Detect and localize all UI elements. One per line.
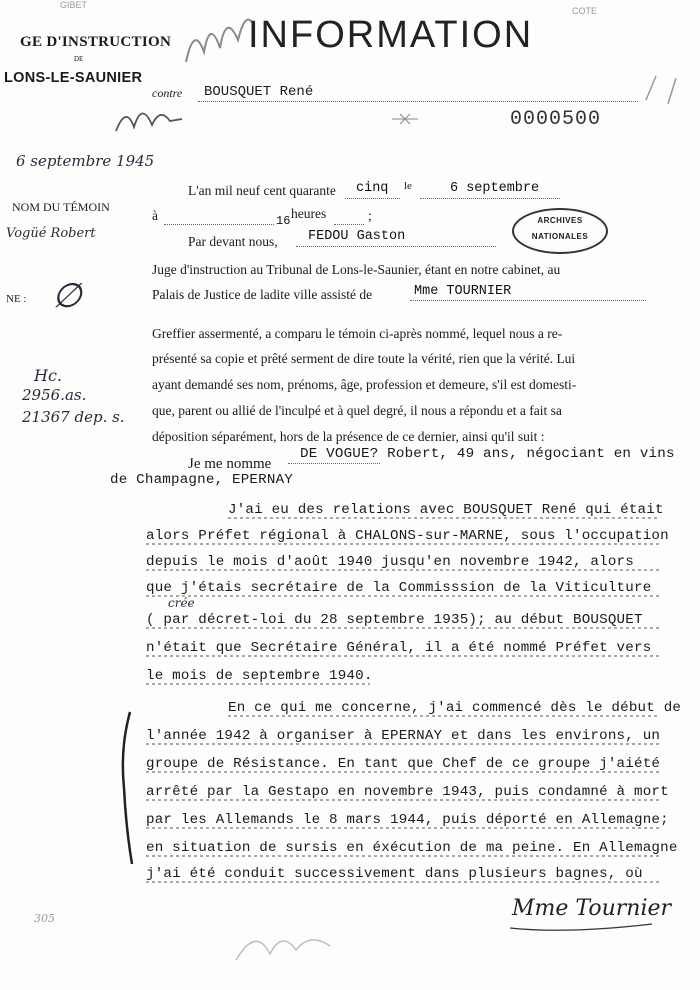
oath-line-1: Greffier assermenté, a comparu le témoin ci-après nommé, lequel nous a re-: [152, 326, 563, 341]
office-line-3: LONS-LE-SAUNIER: [4, 70, 143, 86]
archive-note-2: 2956.as.: [22, 386, 87, 404]
witness-label: NOM DU TÉMOIN: [12, 200, 110, 214]
contre-label: contre: [152, 86, 183, 100]
office-line-1: GE D'INSTRUCTION: [20, 34, 172, 50]
archive-note-1: Hc.: [34, 366, 62, 385]
name-prefix: Je me nomme: [188, 456, 272, 472]
dotted-line: [410, 300, 646, 301]
form-year: cinq: [356, 181, 389, 196]
cote-value: ∅: [52, 276, 82, 316]
dotted-line: [296, 246, 496, 247]
archives-stamp: [512, 208, 608, 254]
testimony-line: depuis le mois d'août 1940 jusqu'en novembre 1942, alors: [146, 554, 634, 570]
testimony-line: alors Préfet régional à CHALONS-sur-MARNE, sous l'occupation: [146, 528, 669, 544]
form-par-devant: Par devant nous,: [188, 234, 278, 249]
dotted-line: [164, 224, 274, 225]
signature-flourish: [506, 920, 656, 934]
cote-label: NE :: [6, 293, 27, 305]
page-mark: 305: [34, 912, 55, 925]
accused-name: BOUSQUET René: [204, 84, 314, 100]
clerk-signature: Mme Tournier: [512, 896, 672, 921]
testimony-line: n'était que Secrétaire Général, il a été nommé Préfet vers: [146, 640, 652, 656]
oath-line-4: que, parent ou allié de l'inculpé et à quel degré, il nous a répondu et a fait sa: [152, 403, 562, 418]
testimony-line: l'année 1942 à organiser à EPERNAY et dans les environs, un: [146, 728, 661, 744]
testimony-line: groupe de Résistance. En tant que Chef de ce groupe j'aiété: [146, 756, 661, 772]
testimony-line: En ce qui me concerne, j'ai commencé dès le début de: [228, 700, 682, 716]
stamp-line-1: ARCHIVES: [537, 216, 583, 225]
testimony-line: en situation de sursis en éxécution de ma peine. En Allemagne: [146, 840, 678, 856]
testimony-line: que j'étais secrétaire de la Commisssion de la Viticulture: [146, 580, 652, 596]
judge-name: FEDOU Gaston: [308, 229, 406, 244]
testimony-underlines: [140, 514, 670, 894]
witness-identity: DE VOGUE? Robert, 49 ans, négociant en vins: [300, 446, 675, 462]
testimony-line: ( par décret-loi du 28 septembre 1935); au début BOUSQUET: [146, 612, 643, 628]
form-a: à: [152, 208, 158, 223]
page-title: INFORMATION: [248, 14, 534, 56]
faint-mark: [230, 920, 340, 970]
testimony-line: le mois de septembre 1940.: [146, 668, 373, 684]
insert-note: crée: [168, 596, 195, 610]
form-date: 6 septembre: [450, 181, 540, 196]
dotted-line: [420, 198, 560, 199]
decorative-mark-icon: [390, 112, 420, 126]
witness-name: Vogüé Robert: [6, 226, 96, 241]
form-year-prefix: L'an mil neuf cent quarante: [188, 183, 336, 198]
testimony-line: arrêté par la Gestapo en novembre 1943, puis condamné à mort: [146, 784, 669, 800]
margin-date: 6 septembre 1945: [16, 152, 155, 170]
form-heures: heures: [291, 206, 327, 221]
office-line-2: DE: [74, 55, 84, 63]
handwritten-mark: [112, 95, 202, 145]
oath-line-2: présenté sa copie et prêté serment de dire toute la vérité, rien que la vérité. Lui: [152, 351, 576, 366]
testimony-line: j'ai été conduit successivement dans plusieurs bagnes, où: [146, 866, 643, 882]
form-le: le: [404, 180, 412, 192]
margin-bracket: [116, 708, 138, 868]
form-line-4: Juge d'instruction au Tribunal de Lons-le-Saunier, étant en notre cabinet, au: [152, 262, 561, 277]
dotted-line: [198, 101, 638, 102]
testimony-line: par les Allemands le 8 mars 1944, puis déporté en Allemagne;: [146, 812, 669, 828]
form-line-5: Palais de Justice de ladite ville assisté de: [152, 287, 373, 302]
clerk-name: Mme TOURNIER: [414, 284, 512, 299]
stamp-line-2: NATIONALES: [531, 232, 589, 241]
document-number: 0000500: [510, 108, 602, 131]
form-hour: 16: [276, 214, 291, 228]
corner-mark-right: COTE: [572, 6, 598, 16]
archive-note-3: 21367 dep. s.: [22, 408, 125, 426]
form-semicolon: ;: [368, 208, 372, 223]
corner-mark-left: GIBET: [60, 0, 88, 10]
witness-identity-cont: de Champagne, EPERNAY: [110, 472, 293, 488]
dotted-line: [288, 463, 380, 464]
testimony-line: J'ai eu des relations avec BOUSQUET René qui était: [228, 502, 664, 518]
oath-line-3: ayant demandé ses nom, prénoms, âge, profession et demeure, s'il est domesti-: [152, 377, 577, 392]
oath-line-5: déposition séparément, hors de la présence de ce dernier, ainsi qu'il suit :: [152, 429, 545, 444]
dotted-line: [345, 198, 400, 199]
dotted-line: [334, 224, 364, 225]
margin-scribble: [640, 70, 690, 110]
